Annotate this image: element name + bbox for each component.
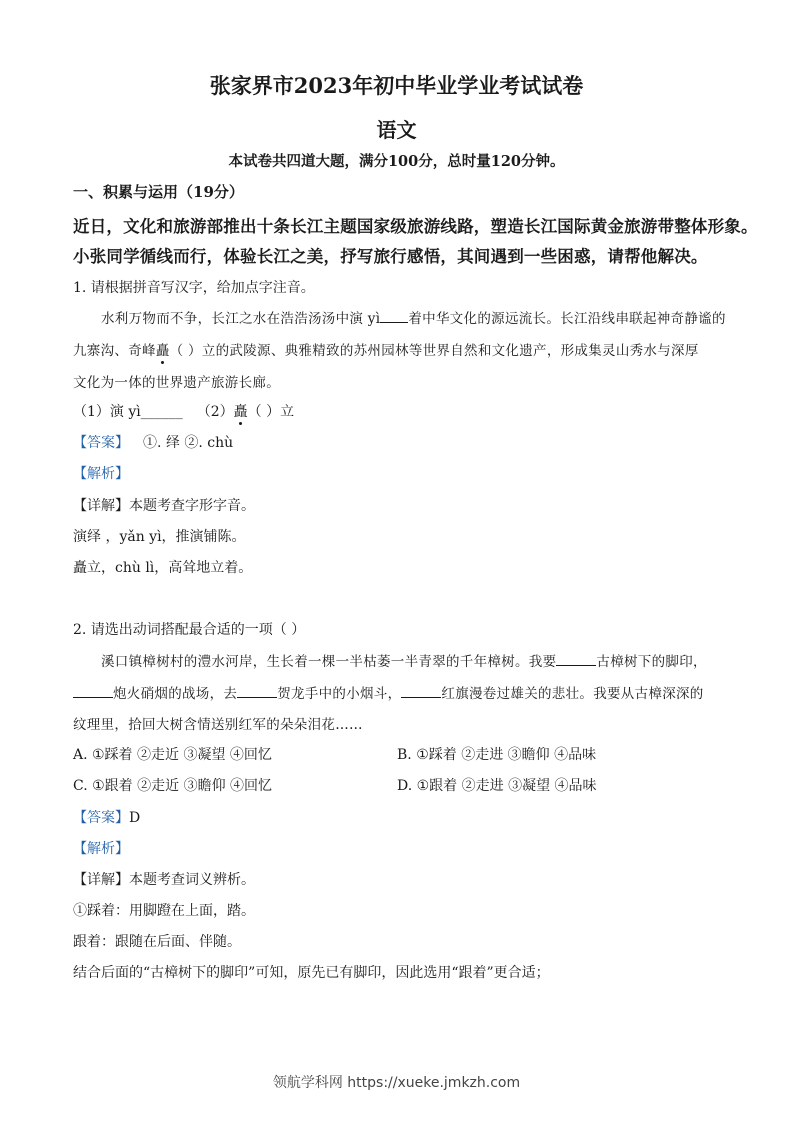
question-1-passage-line-1 — [101, 307, 726, 327]
passage-text: 贺龙手中的小烟斗， — [277, 686, 402, 702]
question-1-subitems — [73, 401, 294, 421]
question-1-passage-line-3: 文化为一体的世界遗产旅游长廊。 — [73, 375, 280, 391]
option-d: D. ①跟着 ②走进 ③凝望 ④品味 — [397, 778, 597, 794]
fill-blank — [401, 685, 441, 698]
question-1-passage-line-2 — [73, 339, 699, 359]
detail-text: 本题考查词义辨析。 — [129, 872, 255, 888]
question-2-passage-line-1 — [101, 650, 707, 670]
detail-tag: 【详解】 — [73, 872, 129, 888]
answer-text: D — [129, 810, 141, 826]
option-b: B. ①踩着 ②走进 ③瞻仰 ④品味 — [397, 747, 597, 763]
subitem-2-label: （2） — [196, 404, 234, 420]
passage-text: 九寨沟、奇峰 — [73, 343, 156, 359]
question-1-answer — [73, 432, 233, 452]
passage-text: 红旗漫卷过雄关的悲壮。我要从古樟深深的 — [441, 686, 704, 702]
section-heading: 一、积累与运用（19分） — [73, 183, 244, 201]
section-intro-line-1: 近日，文化和旅游部推出十条长江主题国家级旅游线路，塑造长江国际黄金旅游带整体形象。 — [73, 217, 758, 236]
section-intro-line-2: 小张同学循线而行，体验长江之美，抒写旅行感悟，其间遇到一些困惑，请帮他解决。 — [73, 247, 708, 266]
question-2-stem: 2. 请选出动词搭配最合适的一项（ ） — [73, 622, 306, 638]
detail-text: 本题考查字形字音。 — [129, 498, 255, 514]
passage-text: 着中华文化的源远流长。长江沿线串联起神奇静谧的 — [408, 311, 726, 327]
passage-text: 水利万物而不争，长江之水在浩浩汤汤中演 yì — [101, 311, 381, 327]
question-1-explanation-2: 矗立，chù lì，高耸地立着。 — [73, 560, 253, 576]
fill-blank — [73, 685, 113, 698]
question-2-answer — [73, 807, 140, 827]
passage-text: （ ）立的武陵源、典雅精致的苏州园林等世界自然和文化遗产，形成集灵山秀水与深厚 — [169, 343, 699, 359]
subitem-1-blank: ______ — [140, 404, 183, 420]
question-2-passage-line-3: 纹理里，拾回大树含情送别红军的朵朵泪花…… — [73, 717, 363, 733]
question-1-analysis-tag: 【解析】 — [73, 466, 129, 482]
question-2-passage-line-2 — [73, 682, 704, 702]
footer-watermark: 领航学科网 https://xueke.jmkzh.com — [272, 1075, 521, 1091]
question-2-explanation-1: ①踩着：用脚蹬在上面，踏。 — [73, 903, 255, 919]
passage-text: 古樟树下的脚印， — [596, 654, 707, 670]
question-1-explanation-1: 演绎 ，yǎn yì，推演铺陈。 — [73, 529, 246, 545]
dotted-character: 矗 — [155, 343, 170, 359]
passage-text: 溪口镇樟树村的澧水河岸，生长着一棵一半枯萎一半青翠的千年樟树。我要 — [101, 654, 557, 670]
question-2-explanation-3: 结合后面的“古樟树下的脚印”可知，原先已有脚印，因此选用“跟着”更合适； — [73, 965, 550, 981]
passage-text: 炮火硝烟的战场，去 — [113, 686, 238, 702]
fill-blank — [556, 653, 596, 666]
subitem-1-label: （1）演 yì — [73, 404, 141, 420]
detail-tag: 【详解】 — [73, 498, 129, 514]
fill-blank — [237, 685, 277, 698]
fill-blank — [380, 310, 408, 323]
question-1-detail — [73, 495, 255, 515]
answer-tag: 【答案】 — [73, 810, 129, 826]
question-2-analysis-tag: 【解析】 — [73, 841, 129, 857]
question-2-detail — [73, 869, 255, 889]
subject-title: 语文 — [376, 118, 417, 142]
subitem-2-blank: （ ）立 — [247, 404, 295, 420]
answer-text: ①. 绎 ②. chù — [143, 435, 234, 451]
question-1-stem: 1. 请根据拼音写汉字，给加点字注音。 — [73, 280, 315, 296]
option-c: C. ①跟着 ②走近 ③瞻仰 ④回忆 — [73, 778, 273, 794]
dotted-character: 矗 — [233, 404, 248, 420]
option-a: A. ①踩着 ②走近 ③凝望 ④回忆 — [73, 747, 272, 763]
exam-note: 本试卷共四道大题，满分100分，总时量120分钟。 — [228, 153, 565, 170]
question-2-explanation-2: 跟着：跟随在后面、伴随。 — [73, 934, 241, 950]
page-title: 张家界市2023年初中毕业学业考试试卷 — [209, 73, 584, 98]
answer-tag: 【答案】 — [73, 435, 129, 451]
